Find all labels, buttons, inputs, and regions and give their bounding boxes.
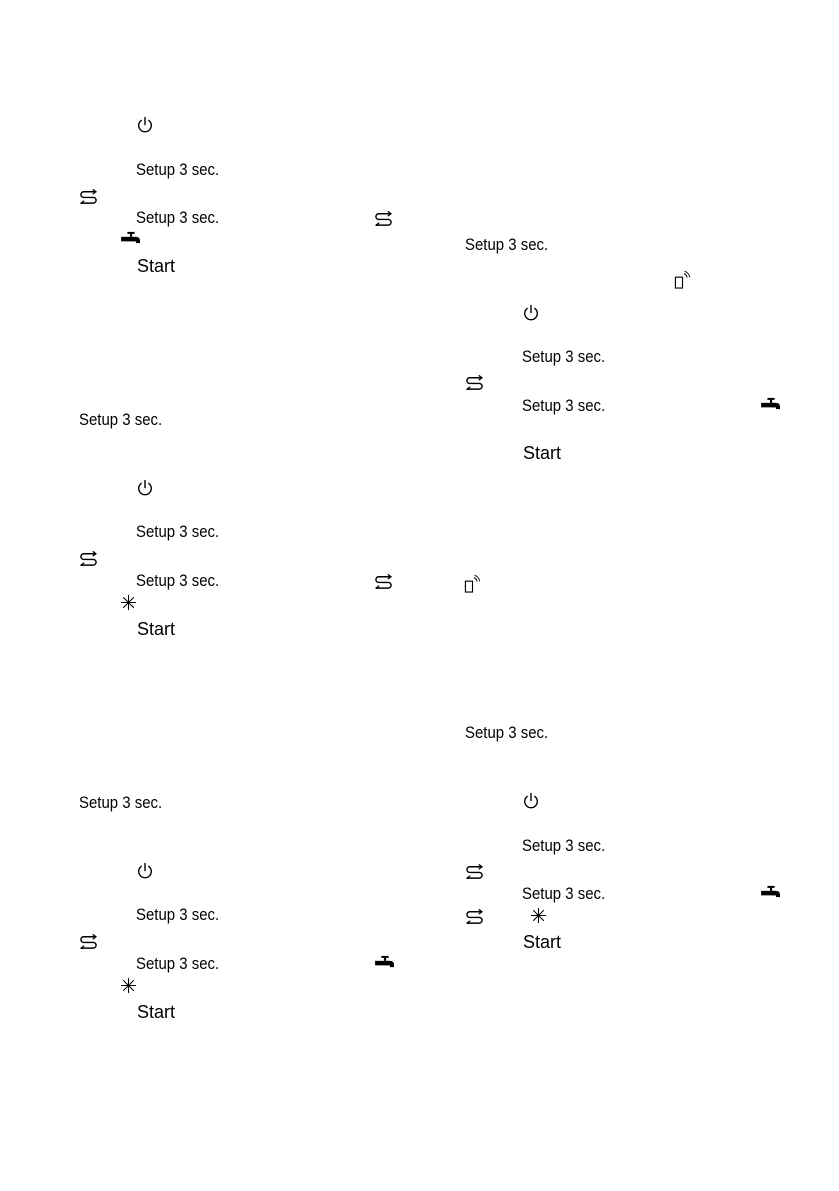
setup-label: Setup 3 sec. — [465, 235, 549, 254]
setup-label: Setup 3 sec. — [136, 905, 220, 924]
setup-label: Setup 3 sec. — [136, 208, 220, 227]
setup-label: Setup 3 sec. — [136, 571, 220, 590]
cycle-arrows-icon — [79, 933, 98, 949]
setup-label: Setup 3 sec. — [79, 410, 163, 429]
start-label: Start — [137, 619, 176, 639]
water-tap-icon — [120, 231, 142, 249]
cycle-arrows-icon — [465, 374, 484, 390]
setup-label: Setup 3 sec. — [522, 396, 606, 415]
water-tap-icon — [760, 397, 782, 415]
setup-label: Setup 3 sec. — [136, 954, 220, 973]
cycle-arrows-icon — [465, 863, 484, 879]
setup-label: Setup 3 sec. — [522, 884, 606, 903]
start-label: Start — [137, 1002, 176, 1022]
setup-label: Setup 3 sec. — [136, 160, 220, 179]
start-label: Start — [137, 256, 176, 276]
phone-signal-icon — [464, 574, 481, 594]
cycle-arrows-icon — [79, 188, 98, 204]
phone-signal-icon — [674, 270, 691, 290]
setup-label: Setup 3 sec. — [522, 347, 606, 366]
cycle-arrows-icon — [374, 210, 393, 226]
water-tap-icon — [374, 955, 396, 973]
setup-label: Setup 3 sec. — [522, 836, 606, 855]
cycle-arrows-icon — [374, 573, 393, 589]
setup-label: Setup 3 sec. — [136, 522, 220, 541]
power-icon — [522, 304, 540, 322]
water-tap-icon — [760, 885, 782, 903]
power-icon — [136, 479, 154, 497]
power-icon — [136, 862, 154, 880]
cycle-arrows-icon — [465, 908, 484, 924]
setup-label: Setup 3 sec. — [465, 723, 549, 742]
power-icon — [136, 116, 154, 134]
power-icon — [522, 792, 540, 810]
start-label: Start — [523, 932, 562, 952]
snowflake-icon — [120, 977, 137, 994]
cycle-arrows-icon — [79, 550, 98, 566]
snowflake-icon — [120, 594, 137, 611]
start-label: Start — [523, 443, 562, 463]
setup-label: Setup 3 sec. — [79, 793, 163, 812]
snowflake-icon — [530, 907, 547, 924]
